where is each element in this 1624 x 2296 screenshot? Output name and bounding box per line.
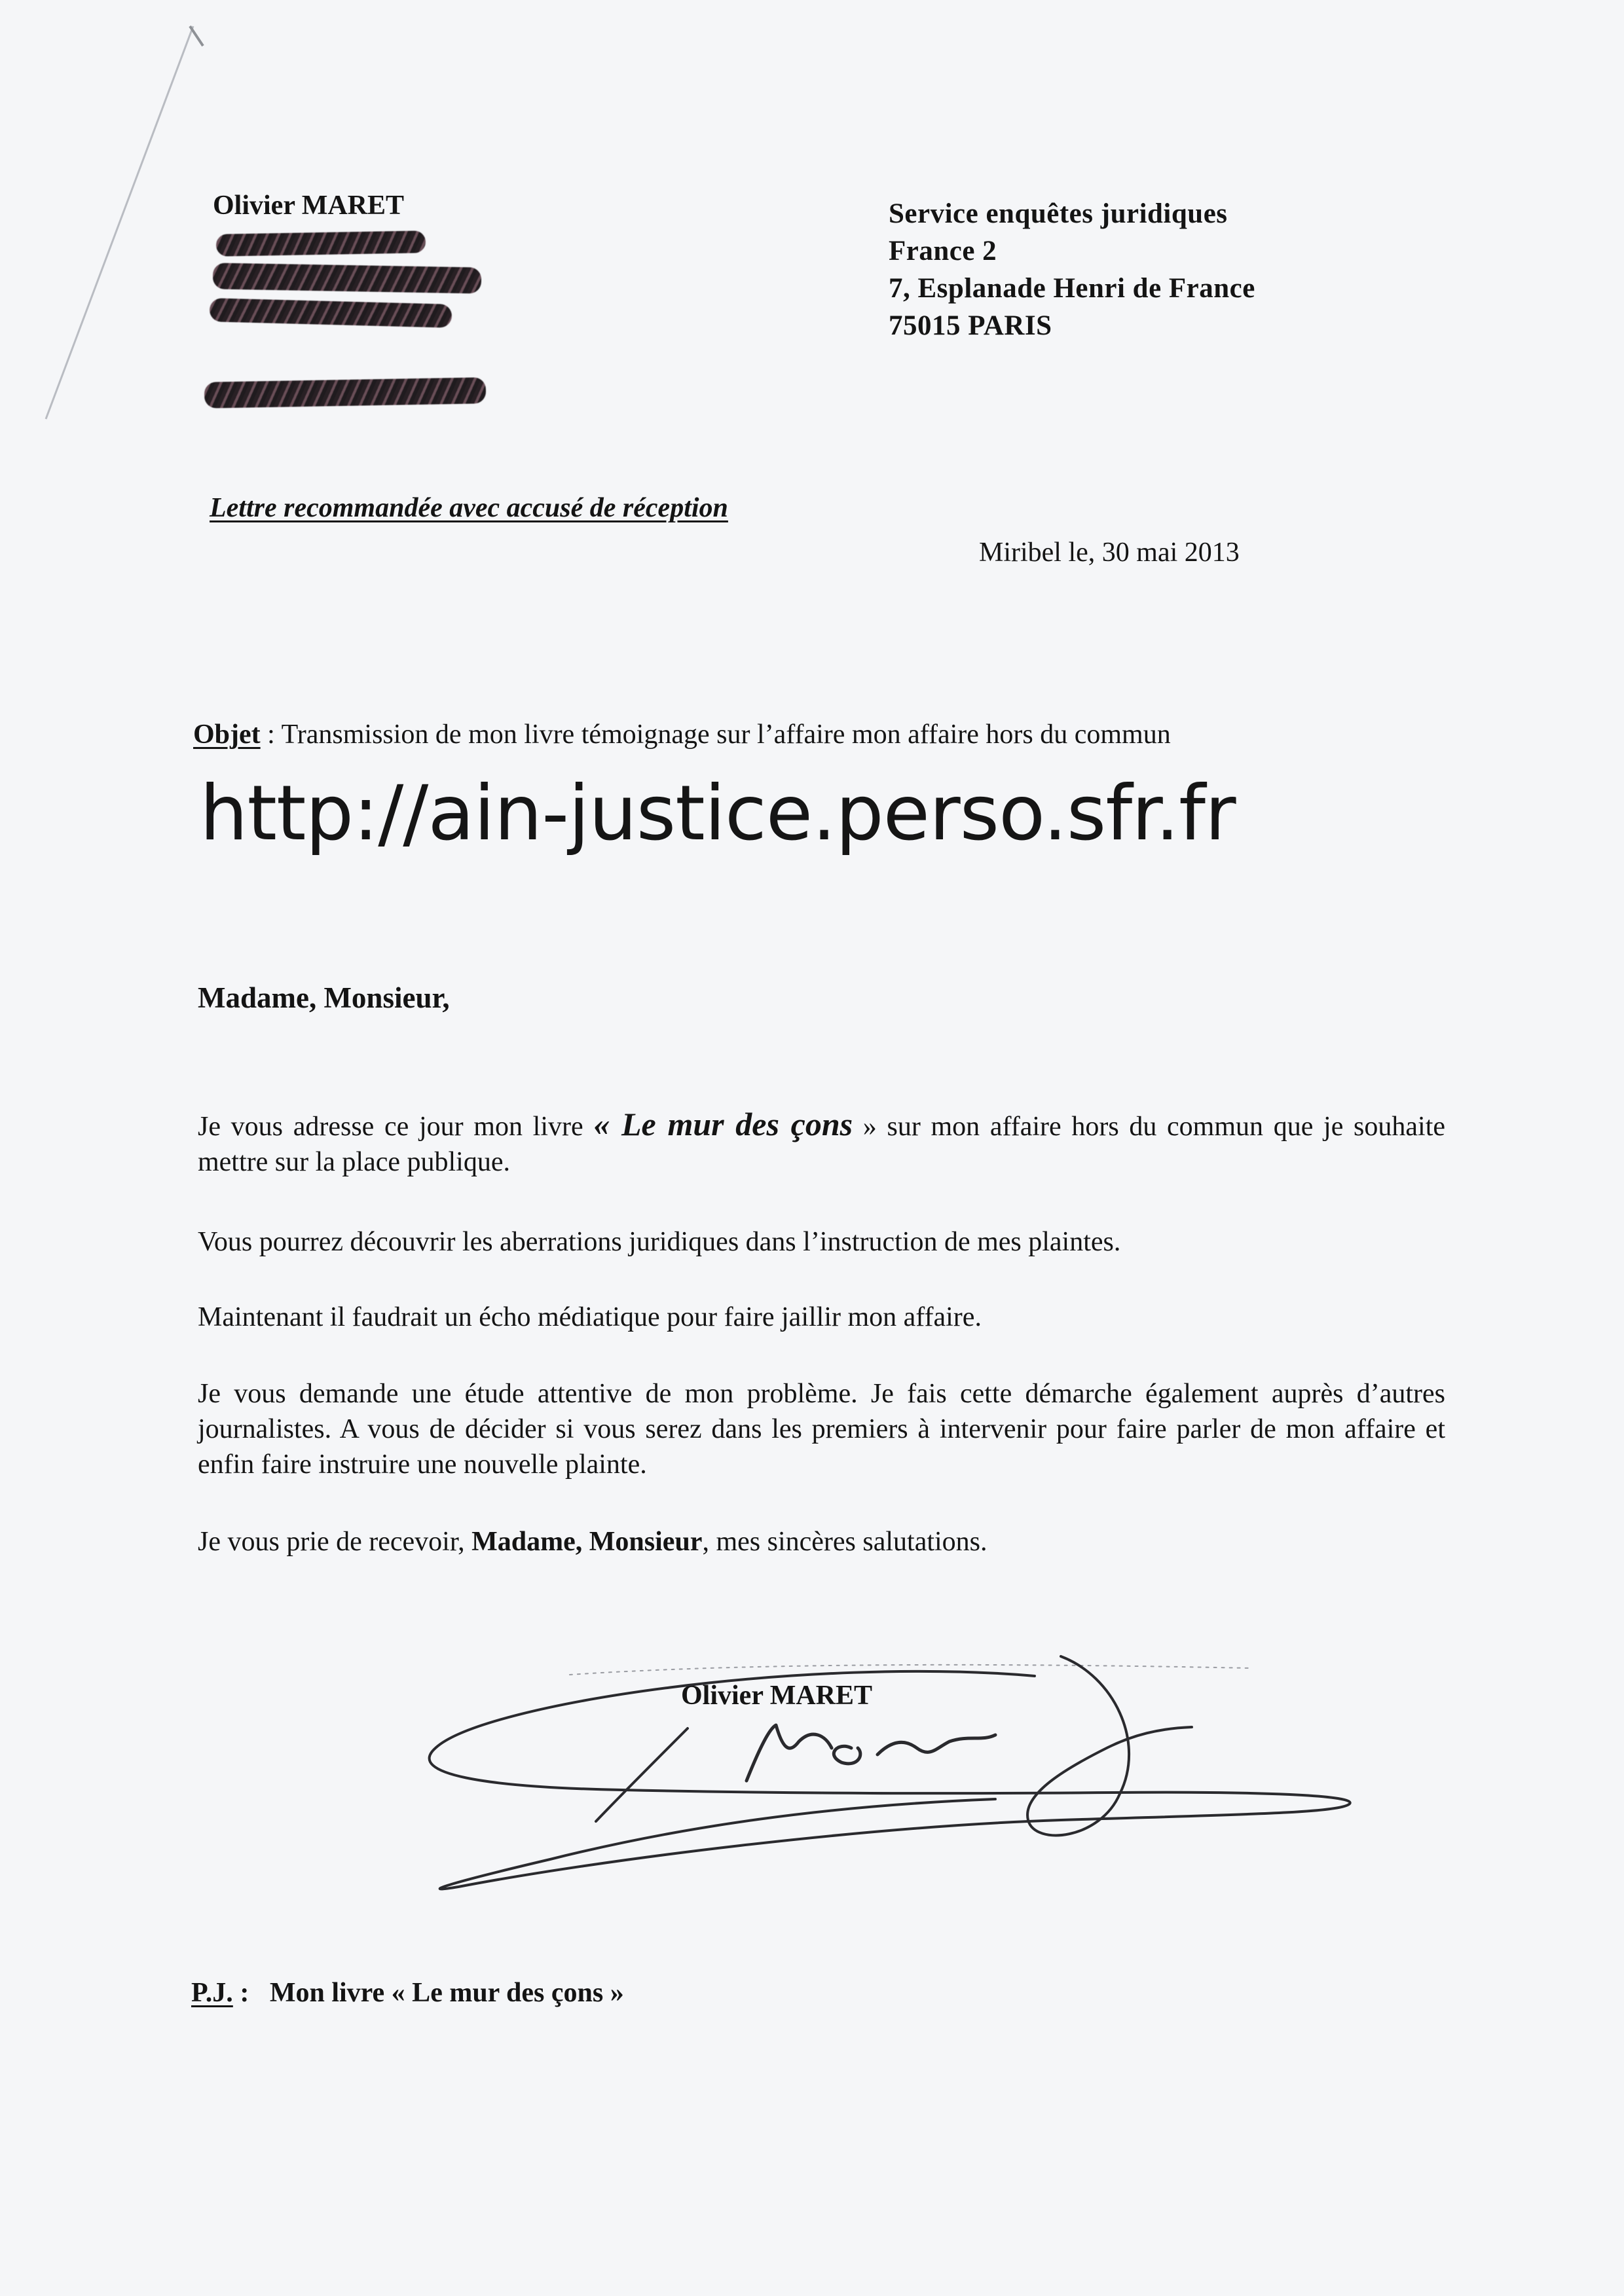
signature-name: Olivier MARET [681,1681,873,1711]
registered-mail-notice: Lettre recommandée avec accusé de réception [210,493,728,523]
body-paragraph-4: Je vous demande une étude attentive de mon problème. Je fais cette démarche également auprès d’autres journalistes. A vous de décider si vous serez dans les premiers à intervenir pour faire parler de mon affaire et enfin faire instruire une nouvelle plainte. [198,1379,1445,1480]
sender-name: Olivier MARET [213,191,405,221]
redacted-address-line-3 [210,298,452,328]
scan-edge-mark [39,20,210,426]
recipient-line-service: Service enquêtes juridiques [889,198,1228,229]
attachment-text: Mon livre « Le mur des çons » [269,1978,624,2008]
p5-salutation: Madame, Monsieur [471,1527,703,1557]
attachment-separator: : [232,1978,270,2008]
recipient-line-company: France 2 [889,236,997,266]
p1-text-after: » sur mon affaire hors du commun que je souhaite mettre sur la place publique. [198,1112,1445,1177]
subject-separator: : [260,720,282,750]
subject-label: Objet [193,720,261,750]
closing-paragraph [198,1524,1445,1559]
redacted-address-line-4 [204,377,487,408]
p5-text-after: , mes sincères salutations. [702,1527,987,1557]
website-url: http://ain-justice.perso.sfr.fr [200,769,1236,858]
recipient-line-street: 7, Esplanade Henri de France [889,273,1255,304]
p5-text-before: Je vous prie de recevoir, [198,1527,472,1557]
body-paragraph-3: Maintenant il faudrait un écho médiatique pour faire jaillir mon affaire. [198,1302,982,1332]
attachment-label: P.J. [191,1978,233,2008]
letter-date: Miribel le, 30 mai 2013 [979,538,1240,568]
recipient-address [889,195,1255,344]
greeting: Madame, Monsieur, [198,981,450,1014]
body-paragraph-1 [198,1106,1445,1180]
body-paragraph-2: Vous pourrez découvrir les aberrations juridiques dans l’instruction de mes plaintes. [198,1227,1121,1257]
redacted-address-line-2 [213,263,482,293]
redacted-address-line-1 [216,230,426,257]
p1-text-before: Je vous adresse ce jour mon livre [198,1112,594,1142]
handwritten-signature [406,1650,1401,1977]
subject-line [193,719,1171,750]
recipient-line-city: 75015 PARIS [889,310,1052,341]
subject-text: Transmission de mon livre témoignage sur l’affaire mon affaire hors du commun [281,720,1171,750]
book-title: « Le mur des çons [593,1106,853,1142]
attachment-line [191,1977,624,2009]
